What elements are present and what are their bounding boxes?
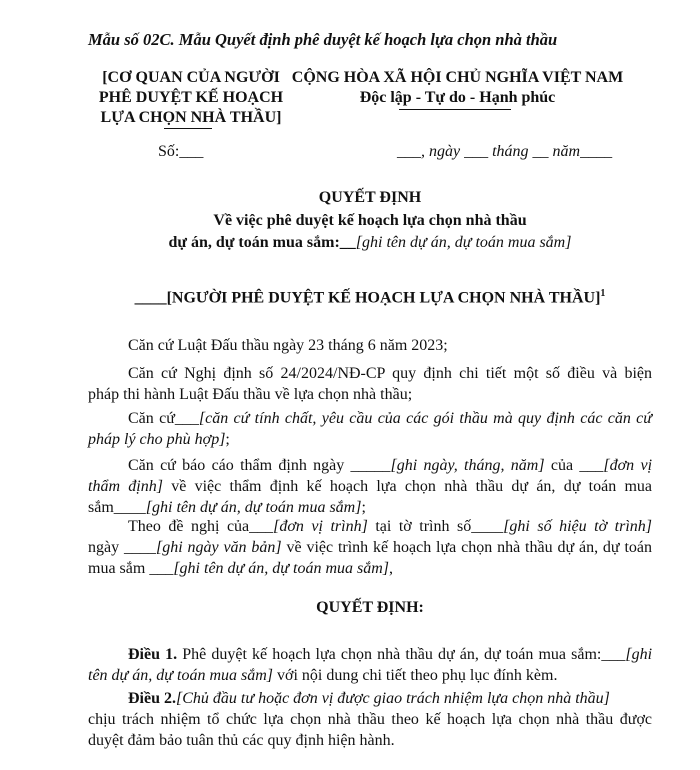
appraisal-line-3 [88, 497, 652, 518]
basis-legal-placeholder-end: pháp lý cho phù hợp] [88, 431, 226, 448]
proposal-purchase: mua sắm ___ [88, 560, 174, 577]
agency-line-3: LỰA CHỌN NHÀ THẦU] [100, 109, 282, 126]
basis-law-paragraph [88, 335, 652, 356]
basis-decree-line-2: pháp thi hành Luật Đấu thầu về lựa chọn nhà thầu; [88, 386, 413, 403]
basis-legal-line-1 [88, 408, 652, 429]
proposal-paragraph [88, 516, 652, 579]
decides-heading: QUYẾT ĐỊNH: [316, 599, 424, 616]
appraisal-subject: về việc thẩm định kế hoạch lựa chọn nhà thầu dự án, dự toán mua [162, 478, 653, 495]
document-number: Số:___ [158, 143, 204, 160]
article-1 [88, 644, 652, 686]
appraisal-prefix: Căn cứ báo cáo thẩm định ngày _____ [128, 457, 391, 474]
article-1-text-end: với nội dung chi tiết theo phụ lục đính kèm. [273, 667, 558, 684]
punctuation: , [389, 560, 394, 577]
article-1-line-1 [88, 644, 652, 665]
agency-underline [164, 128, 212, 129]
basis-legal-line-2 [88, 429, 652, 450]
article-2-line-3: duyệt đảm bảo tuân thủ các quy định hiện hành. [88, 732, 395, 749]
approver-line [88, 288, 652, 307]
basis-decree-line-1: Căn cứ Nghị định số 24/2024/NĐ-CP quy định chi tiết một số điều và biện [128, 365, 652, 382]
nation-line-1: CỘNG HÒA XÃ HỘI CHỦ NGHĨA VIỆT NAM [291, 69, 624, 86]
subtitle-line-1: Về việc phê duyệt kế hoạch lựa chọn nhà thầu [213, 212, 527, 229]
article-1-label: Điều 1. [128, 646, 178, 663]
footnote-marker: 1 [600, 288, 606, 299]
article-1-placeholder-end: tên dự án, dự toán mua sắm] [88, 667, 274, 684]
subtitle-line-2 [88, 234, 652, 252]
proposal-project-placeholder: [ghi tên dự án, dự toán mua sắm] [173, 560, 390, 577]
proposal-date-label: ngày ____ [88, 539, 156, 556]
article-2 [88, 688, 652, 751]
article-1-placeholder: [ghi [625, 646, 653, 663]
punctuation: ; [361, 499, 366, 516]
agency-line-2: PHÊ DUYỆT KẾ HOẠCH [98, 89, 284, 106]
article-1-line-2 [88, 665, 652, 686]
proposal-date-placeholder: [ghi ngày văn bản] [155, 539, 282, 556]
appraisal-unit-placeholder: [đơn vị [603, 457, 653, 474]
basis-decree-paragraph [88, 363, 652, 405]
proposal-submission: tại tờ trình số____ [367, 518, 504, 535]
basis-law-text: Căn cứ Luật Đấu thầu ngày 23 tháng 6 năm 2023; [128, 337, 448, 354]
nation-block [290, 68, 625, 108]
decision-title: QUYẾT ĐỊNH [318, 189, 422, 206]
article-2-placeholder: [Chủ đầu tư hoặc đơn vị được giao trách nhiệm lựa chọn nhà thầu] [176, 690, 610, 707]
proposal-prefix: Theo đề nghị của___ [128, 518, 274, 535]
proposal-subject: về việc trình kế hoạch lựa chọn nhà thầu dự án, dự toán [281, 539, 652, 556]
proposal-line-3 [88, 558, 652, 579]
agency-block [86, 68, 296, 128]
appraisal-unit-placeholder-end: thẩm định] [88, 478, 163, 495]
basis-legal-placeholder: [căn cứ tính chất, yêu cầu của các gói thầu mà quy định các căn cứ [198, 410, 653, 427]
appraisal-date-placeholder: [ghi ngày, tháng, năm] [390, 457, 545, 474]
proposal-number-placeholder: [ghi số hiệu tờ trình] [503, 518, 653, 535]
approver-text: ____[NGƯỜI PHÊ DUYỆT KẾ HOẠCH LỰA CHỌN NHÀ THẦU] [134, 289, 601, 307]
subtitle-italic: [ghi tên dự án, dự toán mua sắm] [355, 234, 572, 251]
date-line: ___, ngày ___ tháng __ năm____ [397, 143, 613, 160]
proposal-unit-placeholder: [đơn vị trình] [273, 518, 368, 535]
appraisal-purchase: sắm____ [88, 499, 146, 516]
article-2-line-1 [88, 688, 652, 709]
motto-underline [399, 109, 511, 110]
appraisal-project-placeholder: [ghi tên dự án, dự toán mua sắm] [145, 499, 362, 516]
agency-line-1: [CƠ QUAN CỦA NGƯỜI [102, 69, 280, 86]
article-1-text: Phê duyệt kế hoạch lựa chọn nhà thầu dự án, dự toán mua sắm:___ [177, 646, 626, 663]
basis-legal-prefix: Căn cứ___ [128, 410, 199, 427]
proposal-line-1 [88, 516, 652, 537]
punctuation: ; [225, 431, 230, 448]
article-2-label: Điều 2. [128, 690, 176, 707]
nation-motto: Độc lập - Tự do - Hạnh phúc [359, 89, 556, 106]
appraisal-of: của ___ [544, 457, 604, 474]
subtitle-bold: dự án, dự toán mua sắm:__ [168, 234, 356, 251]
appraisal-line-2 [88, 476, 652, 497]
appraisal-paragraph [88, 455, 652, 518]
basis-legal-paragraph [88, 408, 652, 450]
proposal-line-2 [88, 537, 652, 558]
form-title: Mẫu số 02C. Mẫu Quyết định phê duyệt kế hoạch lựa chọn nhà thầu [88, 30, 558, 49]
appraisal-line-1 [88, 455, 652, 476]
article-2-line-2: chịu trách nhiệm tổ chức lựa chọn nhà thầu theo kế hoạch lựa chọn nhà thầu được [88, 711, 652, 728]
